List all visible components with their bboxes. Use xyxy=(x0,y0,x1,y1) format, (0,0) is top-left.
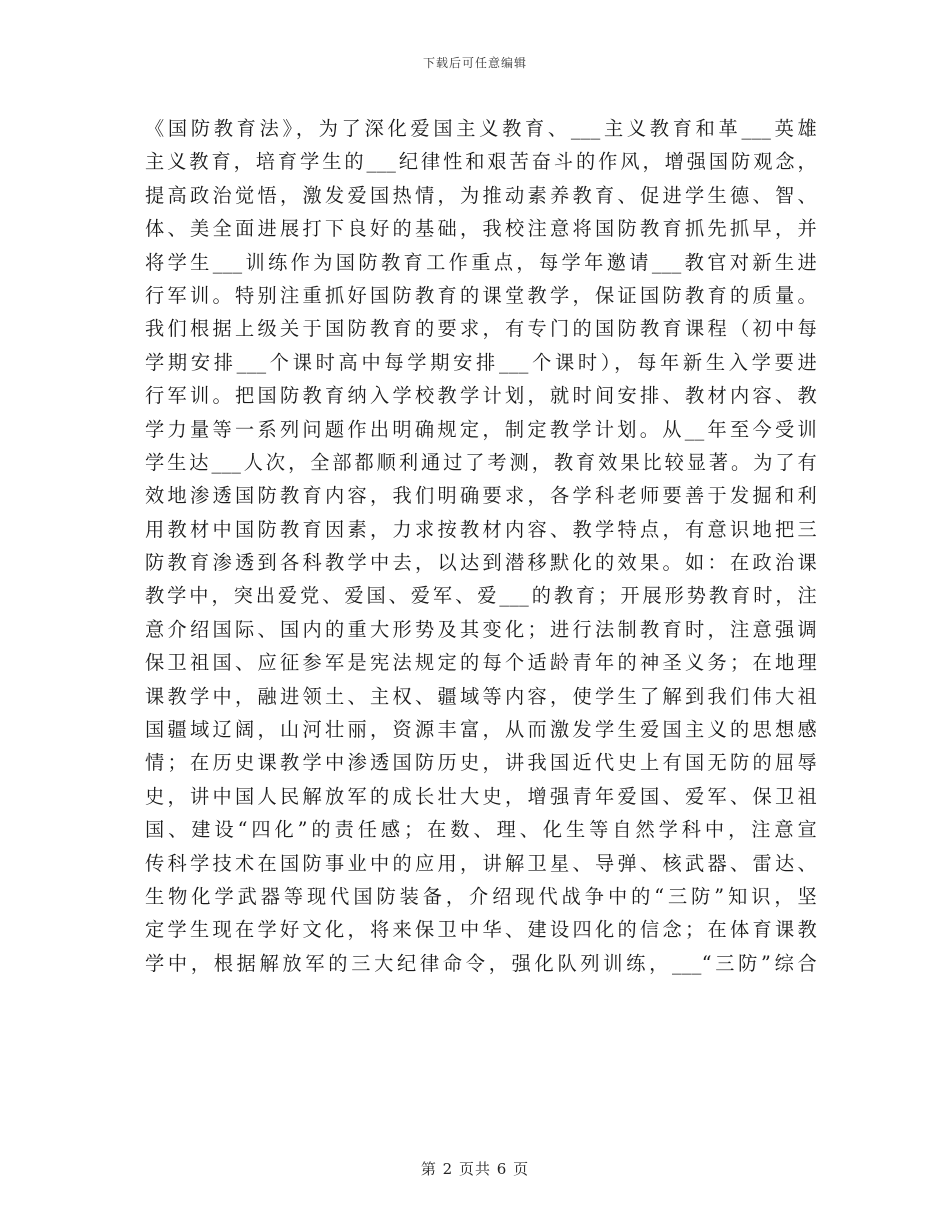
body-line: 体、美全面进展打下良好的基础，我校注意将国防教育抓先抓早，并 xyxy=(145,217,817,241)
body-line: 学中，根据解放军的三大纪律命令，强化队列训练，___“三防”综合 xyxy=(145,951,817,975)
page-number: 第 2 页共 6 页 xyxy=(420,1160,530,1178)
body-line: 意介绍国际、国内的重大形势及其变化；进行法制教育时，注意强调 xyxy=(145,617,817,641)
body-line: 《国防教育法》，为了深化爱国主义教育、___主义教育和革___英雄 xyxy=(145,117,817,140)
body-line: 国、建设“四化”的责任感；在数、理、化生等自然学科中，注意宣 xyxy=(145,818,817,842)
body-line: 情；在历史课教学中渗透国防历史，讲我国近代史上有国无防的屈辱 xyxy=(145,751,817,775)
body-line: 学力量等一系列问题作出明确规定，制定教学计划。从__年至今受训 xyxy=(145,417,817,441)
body-line: 传科学技术在国防事业中的应用，讲解卫星、导弹、核武器、雷达、 xyxy=(145,851,817,875)
body-line: 我们根据上级关于国防教育的要求，有专门的国防教育课程（初中每 xyxy=(145,317,817,341)
body-line: 课教学中，融进领土、主权、疆域等内容，使学生了解到我们伟大祖 xyxy=(145,684,817,708)
body-line: 行军训。把国防教育纳入学校教学计划，就时间安排、教材内容、教 xyxy=(145,384,817,408)
body-line: 学期安排___个课时高中每学期安排___个课时），每年新生入学要进 xyxy=(145,350,817,374)
body-line: 定学生现在学好文化，将来保卫中华、建设四化的信念；在体育课教 xyxy=(145,918,817,942)
body-line: 学生达___人次，全部都顺利通过了考测，教育效果比较显著。为了有 xyxy=(145,450,817,474)
body-line: 国疆域辽阔，山河壮丽，资源丰富，从而激发学生爱国主义的思想感 xyxy=(145,718,817,742)
body-line: 防教育渗透到各科教学中去，以达到潜移默化的效果。如：在政治课 xyxy=(145,551,817,575)
body-line: 保卫祖国、应征参军是宪法规定的每个适龄青年的神圣义务；在地理 xyxy=(145,651,817,675)
body-line: 史，讲中国人民解放军的成长壮大史，增强青年爱国、爱军、保卫祖 xyxy=(145,784,817,808)
body-line: 主义教育，培育学生的___纪律性和艰苦奋斗的作风，增强国防观念， xyxy=(145,150,817,174)
body-line: 生物化学武器等现代国防装备，介绍现代战争中的“三防”知识，坚 xyxy=(145,884,817,908)
body-line: 用教材中国防教育因素，力求按教材内容、教学特点，有意识地把三 xyxy=(145,517,817,541)
body-line: 教学中，突出爱党、爱国、爱军、爱___的教育；开展形势教育时，注 xyxy=(145,584,817,608)
page-header: 下载后可任意编辑 xyxy=(422,56,527,70)
body-line: 将学生___训练作为国防教育工作重点，每学年邀请___教官对新生进 xyxy=(145,250,817,274)
body-line: 效地渗透国防教育内容，我们明确要求，各学科老师要善于发掘和利 xyxy=(145,484,817,508)
document-body xyxy=(145,112,817,980)
body-line: 提高政治觉悟，激发爱国热情，为推动素养教育、促进学生德、智、 xyxy=(145,183,817,207)
body-line: 行军训。特别注重抓好国防教育的课堂教学，保证国防教育的质量。 xyxy=(145,283,817,307)
